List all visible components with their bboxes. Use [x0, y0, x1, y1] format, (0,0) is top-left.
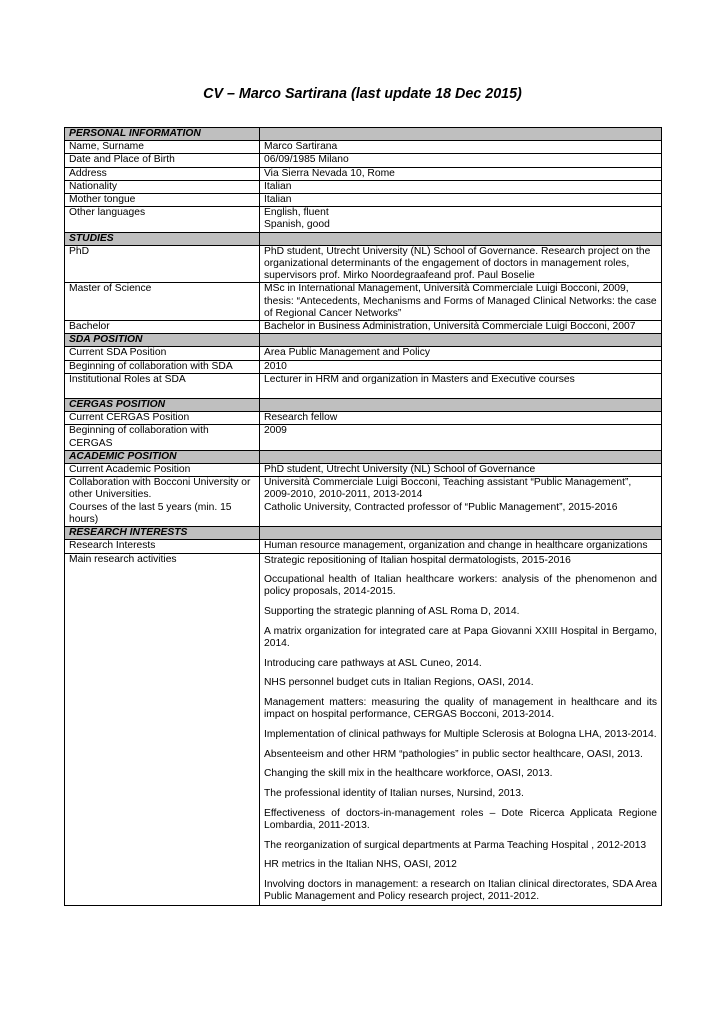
table-row	[65, 154, 662, 167]
table-row	[65, 141, 662, 154]
row-value: MSc in International Management, Università Commerciale Luigi Bocconi, 2009, thesis: “Antecedents, Mechanisms and Forms of Managed Clinical Networks: the case of Regional Cancer Networks”	[260, 283, 662, 321]
row-value: 2010	[260, 360, 662, 373]
row-value: Lecturer in HRM and organization in Masters and Executive courses	[260, 373, 662, 398]
list-item: Effectiveness of doctors-in-management roles – Dote Ricerca Applicata Regione Lombardia, 2011-2013.	[264, 807, 657, 832]
table-row	[65, 245, 662, 283]
list-item: Occupational health of Italian healthcare workers: analysis of the phenomenon and policy proposals, 2014-2015.	[264, 574, 657, 598]
language-item: Spanish, good	[264, 219, 330, 231]
list-item: A matrix organization for integrated care at Papa Giovanni XXIII Hospital in Bergamo, 2014.	[264, 625, 657, 650]
document-title: CV – Marco Sartirana (last update 18 Dec 2015)	[203, 86, 522, 102]
row-label: Beginning of collaboration with SDA	[65, 360, 260, 373]
row-value: Research fellow	[260, 412, 662, 425]
row-label: Institutional Roles at SDA	[65, 373, 260, 398]
section-title: SDA POSITION	[65, 334, 260, 347]
research-activities-list	[264, 555, 657, 904]
list-item: Management matters: measuring the quality of management in healthcare and its impact on hospital performance, CERGAS Bocconi, 2013-2014.	[264, 697, 657, 721]
table-row	[65, 347, 662, 360]
table-row	[65, 194, 662, 207]
section-header-personal	[65, 128, 662, 141]
list-item: Introducing care pathways at ASL Cuneo, 2014.	[264, 657, 482, 669]
table-row	[65, 373, 662, 398]
row-label: Date and Place of Birth	[65, 154, 260, 167]
table-row	[65, 477, 662, 527]
row-label: Master of Science	[65, 283, 260, 321]
row-value: Università Commerciale Luigi Bocconi, Teaching assistant “Public Management”, 2009-2010, 2010-2011, 2013-2014 Catholic University, Contracted professor of “Public Management”, 2015-2016	[260, 477, 662, 527]
section-header-research	[65, 527, 662, 540]
section-header-sda	[65, 334, 662, 347]
section-title: STUDIES	[65, 232, 260, 245]
section-title: RESEARCH INTERESTS	[65, 527, 260, 540]
list-item: The reorganization of surgical departments at Parma Teaching Hospital , 2012-2013	[264, 839, 647, 851]
row-label: Name, Surname	[65, 141, 260, 154]
table-row	[65, 283, 662, 321]
table-row	[65, 167, 662, 180]
list-item: HR metrics in the Italian NHS, OASI, 2012	[264, 859, 457, 871]
table-row	[65, 207, 662, 232]
table-row	[65, 321, 662, 334]
section-title: CERGAS POSITION	[65, 399, 260, 412]
row-value: Bachelor in Business Administration, Università Commerciale Luigi Bocconi, 2007	[260, 321, 662, 334]
list-item: Implementation of clinical pathways for Multiple Sclerosis at Bologna LHA, 2013-2014.	[264, 729, 657, 741]
row-value	[260, 207, 662, 232]
row-label: Current SDA Position	[65, 347, 260, 360]
section-header-studies	[65, 232, 662, 245]
list-item: Involving doctors in management: a research on Italian clinical directorates, SDA Area Public Management and Policy research project, 2011-2012.	[264, 879, 657, 903]
row-label: Address	[65, 167, 260, 180]
table-row	[65, 412, 662, 425]
list-item: NHS personnel budget cuts in Italian Regions, OASI, 2014.	[264, 677, 534, 689]
table-row	[65, 553, 662, 905]
row-label: Other languages	[65, 207, 260, 232]
row-label: Research Interests	[65, 540, 260, 553]
row-value: PhD student, Utrecht University (NL) School of Governance	[260, 464, 662, 477]
table-row	[65, 540, 662, 553]
row-label: Collaboration with Bocconi University or other Universities. Courses of the last 5 years (min. 15 hours)	[65, 477, 260, 527]
section-title: PERSONAL INFORMATION	[65, 128, 260, 141]
table-row	[65, 360, 662, 373]
row-label: Main research activities	[65, 553, 260, 905]
list-item: The professional identity of Italian nurses, Nursind, 2013.	[264, 788, 524, 800]
row-value: Area Public Management and Policy	[260, 347, 662, 360]
row-value: Italian	[260, 180, 662, 193]
row-value: Human resource management, organization and change in healthcare organizations	[260, 540, 662, 553]
row-value: 2009	[260, 425, 662, 450]
section-title: ACADEMIC POSITION	[65, 450, 260, 463]
row-label: Current Academic Position	[65, 464, 260, 477]
section-header-cergas	[65, 399, 662, 412]
row-value: Italian	[260, 194, 662, 207]
language-item: English, fluent	[264, 207, 329, 219]
row-label: Current CERGAS Position	[65, 412, 260, 425]
list-item: Absenteeism and other HRM “pathologies” in public sector healthcare, OASI, 2013.	[264, 748, 643, 760]
row-label: Bachelor	[65, 321, 260, 334]
table-row	[65, 180, 662, 193]
list-item: Changing the skill mix in the healthcare workforce, OASI, 2013.	[264, 768, 553, 780]
row-label: Mother tongue	[65, 194, 260, 207]
list-item: Strategic repositioning of Italian hospital dermatologists, 2015-2016	[264, 554, 571, 566]
cv-table	[64, 127, 662, 906]
list-item: Supporting the strategic planning of ASL Roma D, 2014.	[264, 606, 520, 618]
section-header-academic	[65, 450, 662, 463]
row-value: PhD student, Utrecht University (NL) School of Governance. Research project on the organizational determinants of the engagement of doctors in management roles, supervisors prof. Mirko Noordegraafeand prof. Paul Boselie	[260, 245, 662, 283]
row-value	[260, 553, 662, 905]
row-value: 06/09/1985 Milano	[260, 154, 662, 167]
table-row	[65, 464, 662, 477]
row-label: Nationality	[65, 180, 260, 193]
row-value: Marco Sartirana	[260, 141, 662, 154]
row-label: Beginning of collaboration with CERGAS	[65, 425, 260, 450]
row-label: PhD	[65, 245, 260, 283]
table-row	[65, 425, 662, 450]
row-value: Via Sierra Nevada 10, Rome	[260, 167, 662, 180]
